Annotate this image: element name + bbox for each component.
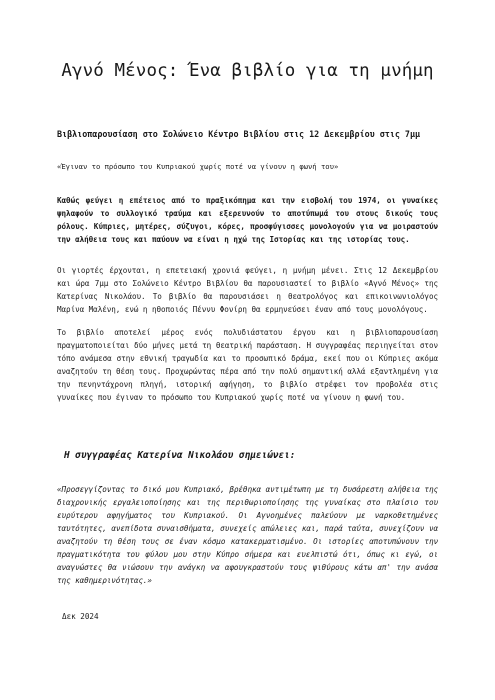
document-title: Αγνό Μένος: Ένα βιβλίο για τη μνήμη	[61, 61, 434, 81]
event-subtitle: Βιβλιοπαρουσίαση στο Σολώνειο Κέντρο Βιβλίου στις 12 Δεκεμβρίου στις 7μμ	[57, 129, 421, 139]
event-paragraph: Οι γιορτές έρχονται, η επετειακή χρονιά φεύγει, η μνήμη μένει. Στις 12 Δεκεμβρίου και ώρα 7μμ στο Σολώνειο Κέντρο Βιβλίου θα παρουσιαστεί το βιβλίο «Αγνό Μένος» της Κατερίνας Νικολάου. Το βιβλίο θα παρουσιάσει η θεατρολόγος και επικοινωνιολόγος Μαρίνα Μαλένη, ενώ η ηθοποιός Πέννυ Φονίρη θα ερμηνεύσει έναν από τους μονολόγους.	[57, 266, 438, 314]
document-date: Δεκ 2024	[62, 612, 99, 621]
intro-paragraph: Καθώς φεύγει η επέτειος από το πραξικόπημα και την εισβολή του 1974, οι γυναίκες ψηλαφούν το συλλογικό τραύμα και εξερευνούν το αποτύπωμά του στους δικούς τους ρόλους. Κύπριες, μητέρες, σύζυγοι, κόρες, προσφύγισσες μονολογούν για να μοιραστούν την αλήθεια τους και παύουν να είναι η ηχώ της Ιστορίας και της ιστορίας τους.	[57, 196, 438, 244]
author-quote: «Προσεγγίζοντας το δικό μου Κυπριακό, βρέθηκα αντιμέτωπη με τη δυσάρεστη αλήθεια της διαχρονικής εργαλειοποίησης και της περιθωριοποίησης της γυναίκας στο πλαίσιο του ευρύτερου αφηγήματος του Κυπριακού. Οι Αγνοημένες παλεύουν με ναρκοθετημένες ταυτότητες, ανεπίδοτα συναισθήματα, συνεχείς απώλειες και, παρά ταύτα, συνεχίζουν να αναζητούν τη θέση τους σε έναν κόσμο κατακερματισμένο. Οι ιστορίες αποτυπώνουν την πραγματικότητα του φύλου μου στην Κύπρο σήμερα και ευελπιστώ ότι, όπως κι εγώ, οι αναγνώστες θα νιώσουν την ανάγκη να αφουγκραστούν τους ψιθύρους κάτω απ' την ανάσα της καθημερινότητας.»	[57, 485, 438, 585]
tagline-quote: «Έγιναν το πρόσωπο του Κυπριακού χωρίς ποτέ να γίνουν η φωνή του»	[57, 162, 339, 171]
book-description-paragraph: Το βιβλίο αποτελεί μέρος ενός πολυδιάστατου έργου και η βιβλιοπαρουσίαση πραγματοποιείται δύο μήνες μετά τη θεατρική παράσταση. Η συγγραφέας περιηγείται στον τόπο ανάμεσα στην εθνική τραγωδία και το προσωπικό δράμα, εκεί που οι Κύπριες ακόμα αναζητούν τη θέση τους. Προχωρώντας πέρα από την πολύ σημαντική αλλά εξαντλημένη για την πενηντάχρονη πληγή, ιστορική αφήγηση, το βιβλίο στρέφει τον προβολέα στις γυναίκες που έγιναν το πρόσωπο του Κυπριακού χωρίς ποτέ να γίνουν η φωνή του.	[57, 328, 438, 402]
author-heading: Η συγγραφέας Κατερίνα Νικολάου σημειώνει:	[64, 450, 296, 461]
